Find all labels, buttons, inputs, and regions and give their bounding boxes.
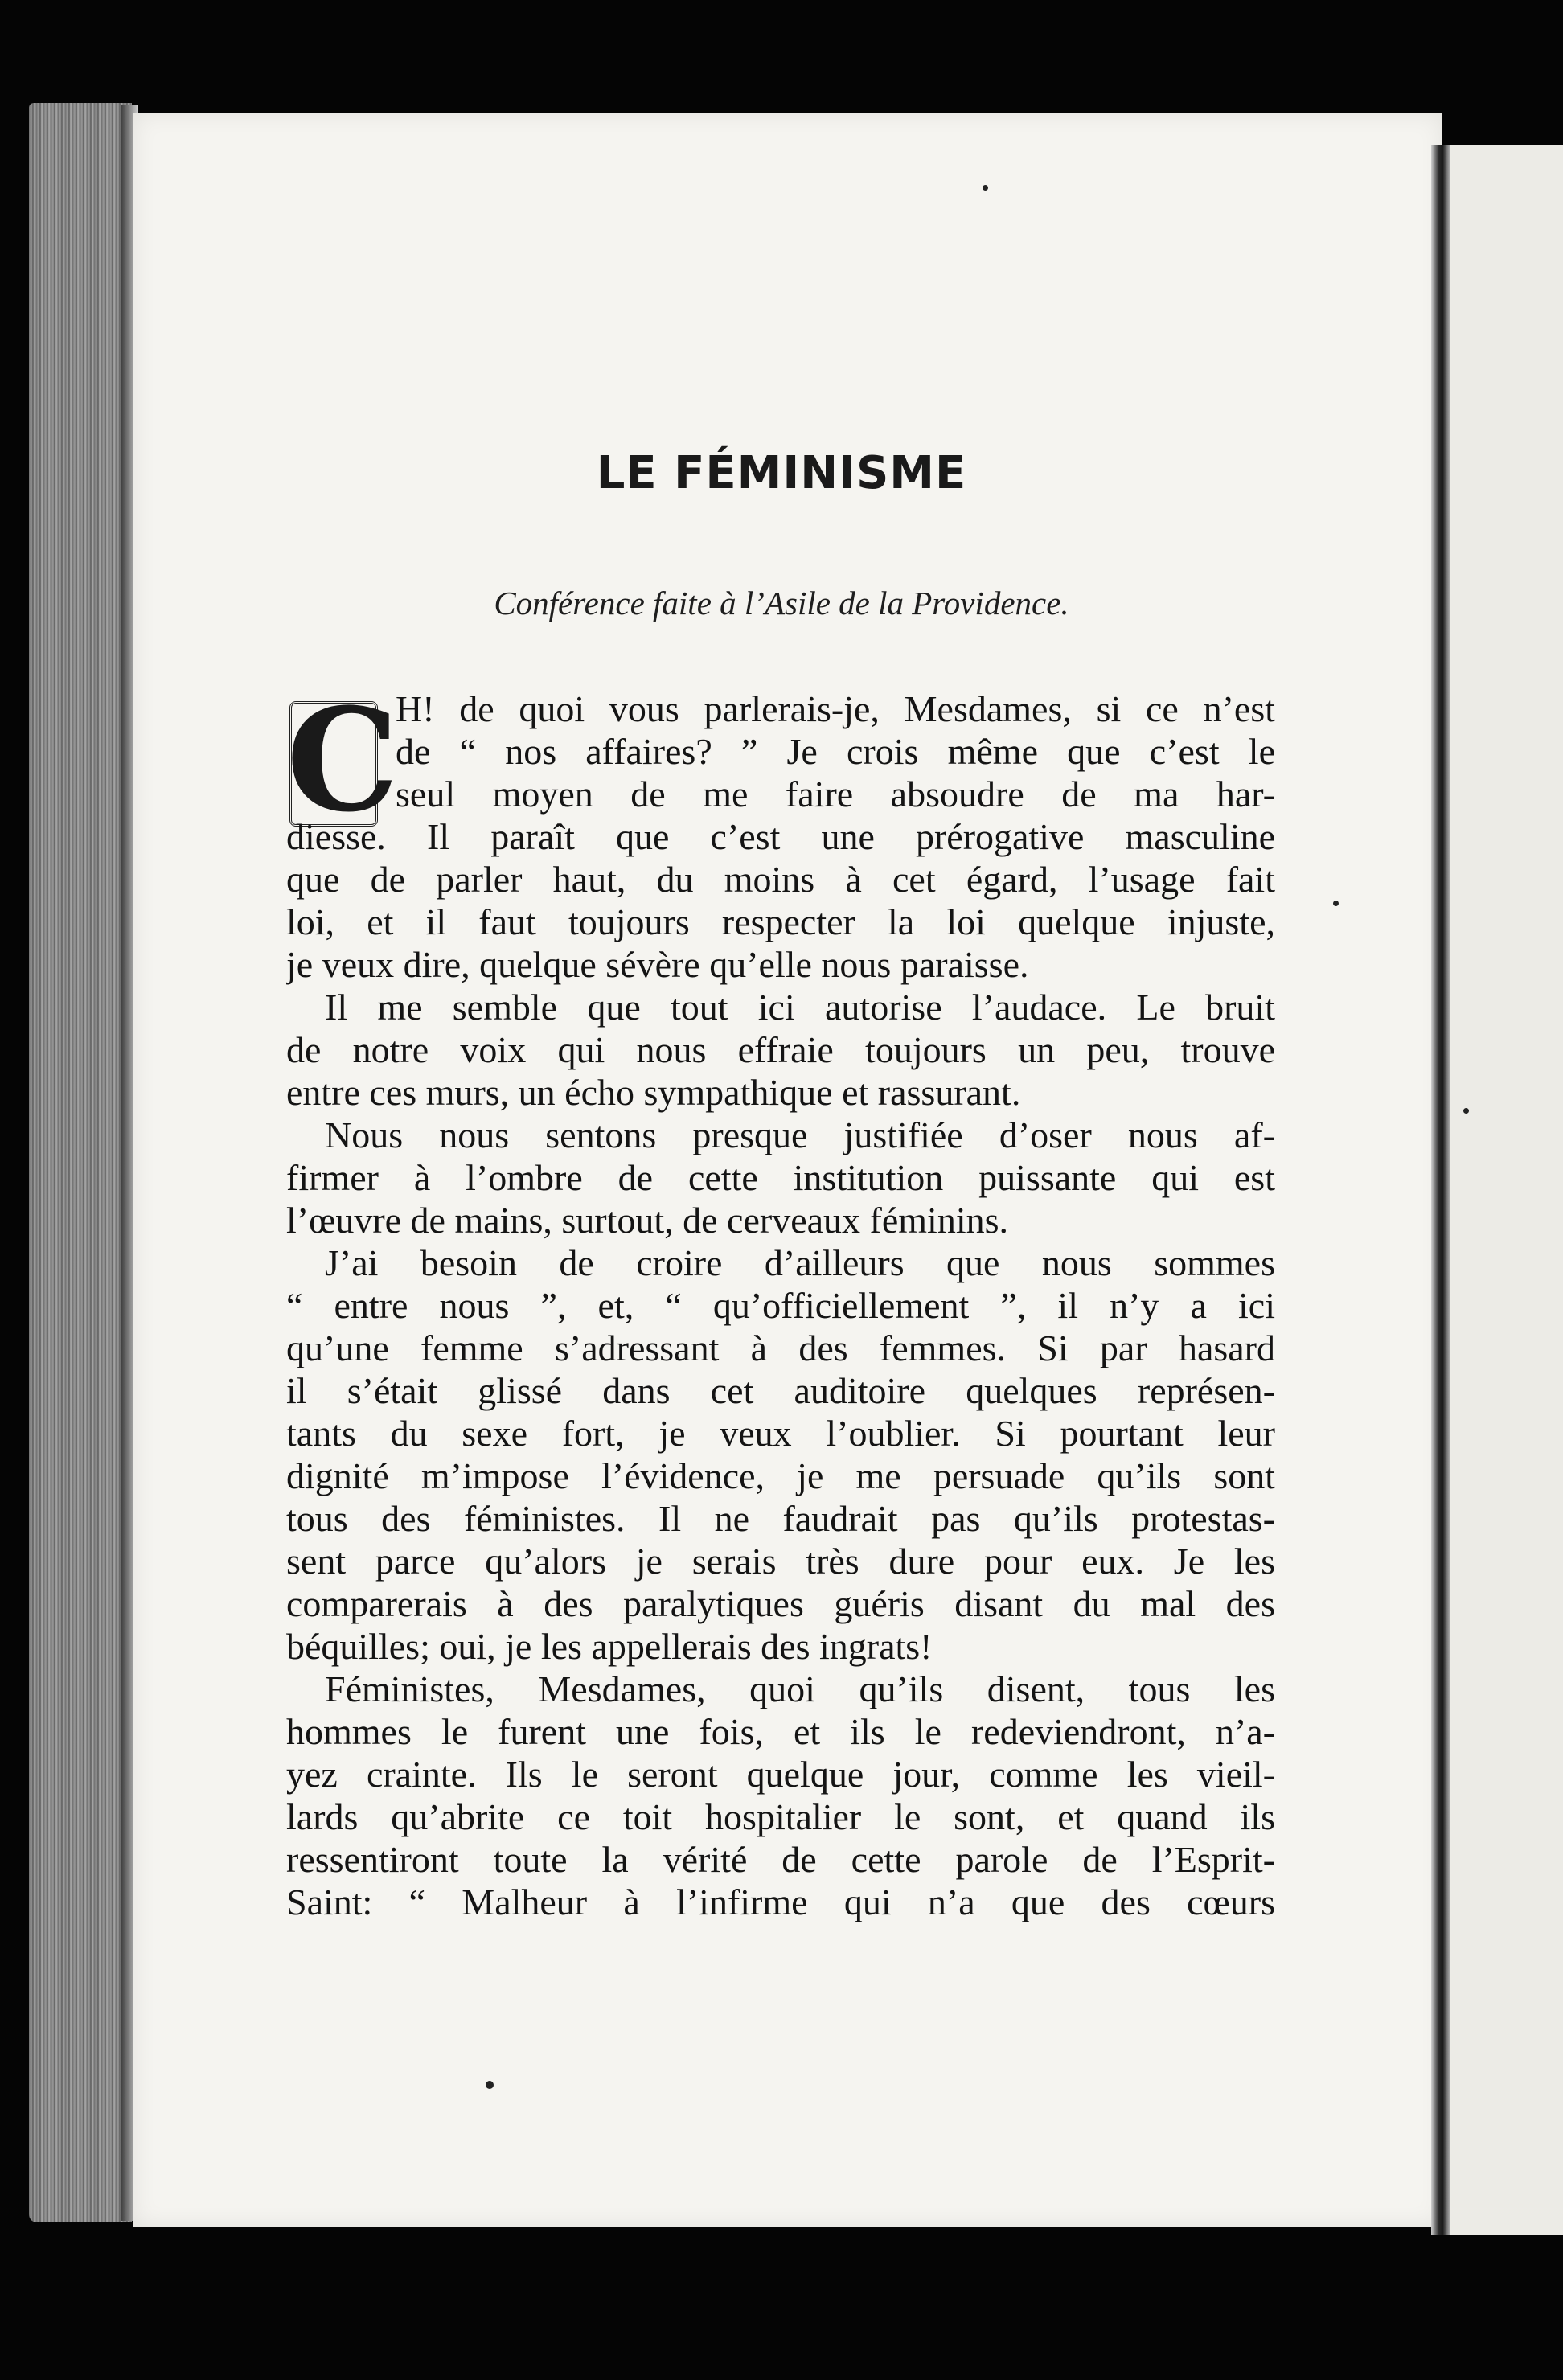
text-line: entre ces murs, un écho sympathique et rassurant. [286,1072,1021,1113]
text-line: de notre voix qui nous effraie toujours un peu, trouve [286,1029,1275,1070]
text-line: seul moyen de me faire absoudre de ma har- [396,774,1275,815]
text-line: J’ai besoin de croire d’ailleurs que nous sommes [325,1242,1275,1283]
text-line: tous des féministes. Il ne faudrait pas qu’ils protestas- [286,1498,1275,1539]
page-speck [486,2081,494,2089]
page-speck [983,185,988,191]
drop-cap-letter: C [286,677,400,843]
text-line: de “ nos affaires? ” Je crois même que c’est le [396,731,1275,772]
page-speck [1333,901,1339,906]
text-line: il s’était glissé dans cet auditoire quelques représen- [286,1370,1275,1411]
text-line: H! de quoi vous parlerais-je, Mesdames, si ce n’est [396,688,1275,729]
text-line: tants du sexe fort, je veux l’oublier. Si pourtant leur [286,1413,1275,1454]
text-line: dignité m’impose l’évidence, je me persuade qu’ils sont [286,1455,1275,1496]
chapter-title: LE FÉMINISME [596,447,967,499]
text-line: Nous nous sentons presque justifiée d’oser nous af- [325,1114,1275,1155]
text-line: béquilles; oui, je les appellerais des ingrats! [286,1626,933,1667]
text-line: hommes le furent une fois, et ils le redeviendront, n’a- [286,1711,1275,1752]
book-page-edges [29,103,132,2222]
text-line: yez crainte. Ils le seront quelque jour, comme les vieil- [286,1754,1275,1795]
text-line: qu’une femme s’adressant à des femmes. Si par hasard [286,1327,1275,1368]
chapter-subtitle: Conférence faite à l’Asile de la Providence. [494,585,1069,622]
text-line: sent parce qu’alors je serais très dure pour eux. Je les [286,1541,1275,1582]
text-line: firmer à l’ombre de cette institution puissante qui est [286,1157,1275,1198]
text-line: que de parler haut, du moins à cet égard, l’usage fait [286,859,1275,900]
text-line: “ entre nous ”, et, “ qu’officiellement ”, il n’y a ici [286,1285,1275,1326]
page-speck [1463,1108,1469,1114]
text-line: Féministes, Mesdames, quoi qu’ils disent, tous les [325,1668,1275,1709]
text-line: l’œuvre de mains, surtout, de cerveaux féminins. [286,1200,1009,1241]
text-line: ressentiront toute la vérité de cette parole de l’Esprit- [286,1839,1275,1880]
text-line: lards qu’abrite ce toit hospitalier le sont, et quand ils [286,1796,1275,1837]
text-line: Saint: “ Malheur à l’infirme qui n’a que des cœurs [286,1881,1275,1922]
text-line: comparerais à des paralytiques guéris disant du mal des [286,1583,1275,1624]
ornamental-drop-cap [286,677,400,843]
text-line: Il me semble que tout ici autorise l’audace. Le bruit [325,987,1275,1028]
text-line: je veux dire, quelque sévère qu’elle nous paraisse. [286,944,1029,985]
text-line: diesse. Il paraît que c’est une prérogative masculine [286,816,1275,857]
body-text [286,687,1275,1923]
text-line: loi, et il faut toujours respecter la loi quelque injuste, [286,901,1275,942]
